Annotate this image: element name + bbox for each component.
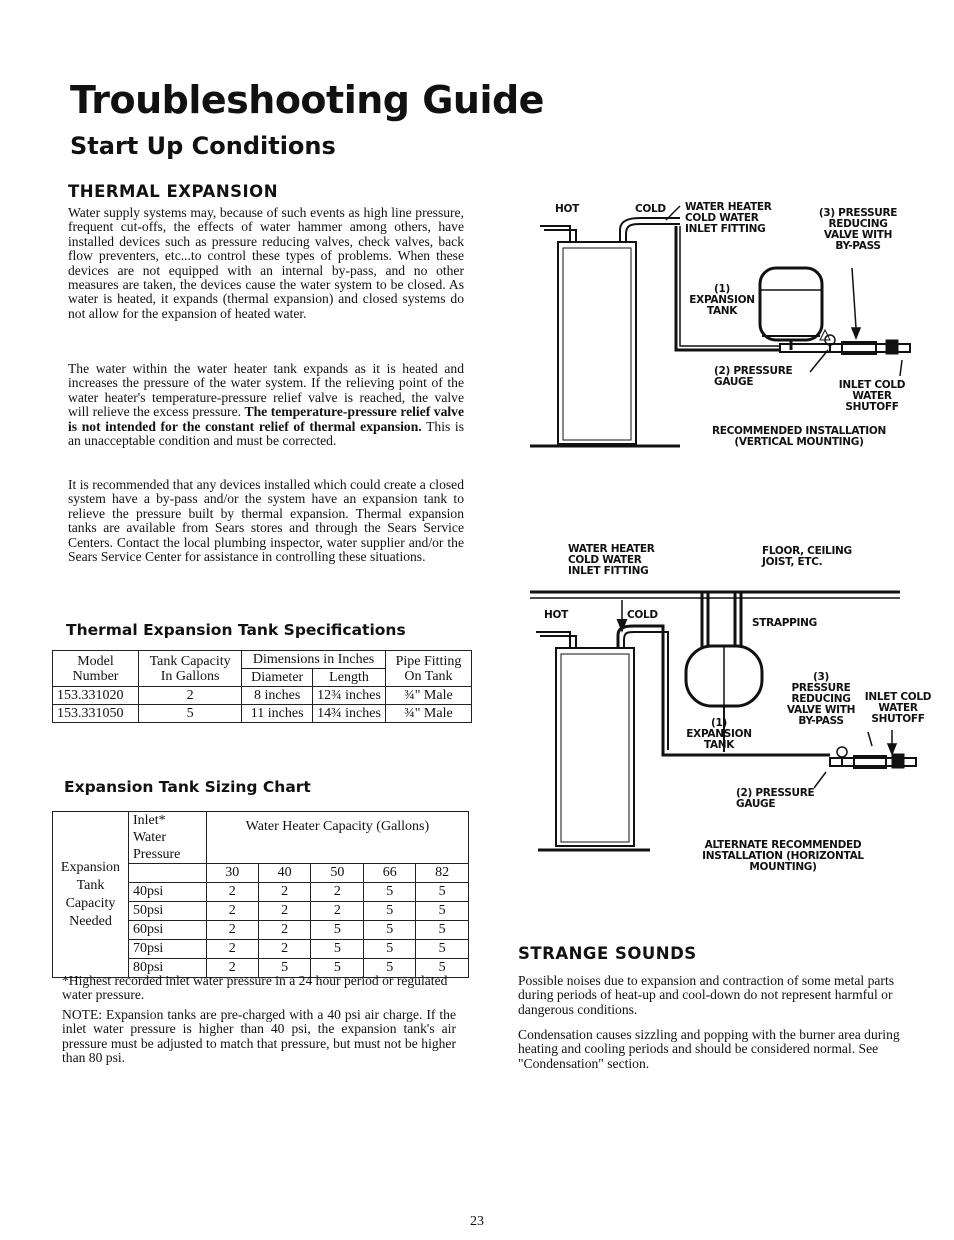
page-subtitle: Start Up Conditions bbox=[70, 132, 336, 160]
spec-header-model: Model Number bbox=[53, 651, 139, 687]
sizing-cell: 5 bbox=[311, 940, 364, 959]
horizontal-shutoff-valve-icon bbox=[892, 754, 904, 768]
horizontal-pressure-gauge-icon bbox=[837, 747, 847, 757]
vertical-pressure-valve-label: (3) PRESSURE REDUCING VALVE WITH BY-PASS bbox=[818, 207, 898, 252]
spec-header-fitting: Pipe Fitting On Tank bbox=[385, 651, 471, 687]
capacity-82: 82 bbox=[416, 864, 469, 883]
sizing-cell: 5 bbox=[311, 921, 364, 940]
horizontal-hot-label: HOT bbox=[544, 609, 568, 621]
sizing-pressure: 80psi bbox=[128, 959, 206, 978]
sizing-pressure: 40psi bbox=[128, 883, 206, 902]
sizing-cell: 2 bbox=[258, 902, 311, 921]
horizontal-inlet-fitting-label: WATER HEATER COLD WATER INLET FITTING bbox=[568, 543, 655, 577]
sizing-chart-heading: Expansion Tank Sizing Chart bbox=[64, 778, 311, 796]
horizontal-pressure-gauge-label: (2) PRESSURE GAUGE bbox=[736, 787, 815, 810]
vertical-leader-lines bbox=[810, 268, 902, 376]
sizing-blank-cell bbox=[128, 864, 206, 883]
spec-cell-model: 153.331020 bbox=[53, 687, 139, 705]
vertical-piping bbox=[530, 203, 780, 446]
sizing-cell: 5 bbox=[416, 921, 469, 940]
sizing-cell: 5 bbox=[416, 940, 469, 959]
expansion-tank-note: NOTE: Expansion tanks are pre-charged with a 40 psi air charge. If the inlet water pressure is higher than 40 psi, the expansion tank's air pressure must be adjusted to match that pressure, but must not be higher than 80 psi. bbox=[62, 1007, 456, 1066]
capacity-50: 50 bbox=[311, 864, 364, 883]
strange-sounds-paragraph-2: Condensation causes sizzling and popping with the burner area during heating and cooling periods and should be considered normal. See "Condensation" section. bbox=[518, 1027, 900, 1071]
horizontal-water-heater-tank bbox=[556, 648, 634, 846]
sizing-pressure: 50psi bbox=[128, 902, 206, 921]
spec-cell-length: 14¾ inches bbox=[313, 705, 386, 723]
spec-table-header-row bbox=[53, 651, 472, 669]
sizing-cell: 5 bbox=[416, 883, 469, 902]
cold-water-pipe bbox=[620, 218, 680, 242]
sizing-cell: 2 bbox=[206, 883, 258, 902]
sizing-cell: 2 bbox=[311, 883, 364, 902]
sizing-footnote: *Highest recorded inlet water pressure in a 24 hour period or regulated water pressure. bbox=[62, 973, 448, 1003]
spec-header-length: Length bbox=[313, 669, 386, 687]
horizontal-diagram-caption: ALTERNATE RECOMMENDED INSTALLATION (HORIZONTAL MOUNTING) bbox=[702, 839, 864, 873]
vertical-hot-label: HOT bbox=[555, 203, 579, 215]
horizontal-valve-assembly bbox=[830, 747, 916, 768]
spec-header-diameter: Diameter bbox=[242, 669, 313, 687]
spec-cell-model: 153.331050 bbox=[53, 705, 139, 723]
sizing-cell: 2 bbox=[258, 940, 311, 959]
vertical-shutoff-label: INLET COLD WATER SHUTOFF bbox=[838, 379, 906, 413]
table-row bbox=[53, 687, 472, 705]
spec-cell-fitting: ¾" Male bbox=[385, 687, 471, 705]
capacity-66: 66 bbox=[364, 864, 416, 883]
spec-header-capacity: Tank Capacity In Gallons bbox=[139, 651, 242, 687]
sizing-cell: 5 bbox=[364, 940, 416, 959]
sizing-cell: 5 bbox=[258, 959, 311, 978]
sizing-cell: 2 bbox=[258, 921, 311, 940]
sizing-capacity-header: Water Heater Capacity (Gallons) bbox=[206, 812, 468, 864]
sizing-pressure: 70psi bbox=[128, 940, 206, 959]
sizing-row-label: Expansion Tank Capacity Needed bbox=[53, 812, 129, 978]
thermal-expansion-paragraph-1: Water supply systems may, because of such events as high line pressure, frequent cut-offs, the effects of water hammer among others, have installed devices such as pressure reducing valves, check valves, back flow preventers, etc...to control these types of problems. When these devices are not equipped with an internal by-pass, and no other measures are taken, the devices cause the water system to be closed. As water is heated, it expands (thermal expansion) and closed systems do not allow for the expansion of heated water. bbox=[68, 205, 464, 321]
page-title: Troubleshooting Guide bbox=[70, 78, 544, 122]
vertical-diagram-caption: RECOMMENDED INSTALLATION (VERTICAL MOUNTING) bbox=[711, 425, 886, 448]
spec-cell-diameter: 11 inches bbox=[242, 705, 313, 723]
horizontal-pressure-valve-label: (3) PRESSURE REDUCING VALVE WITH BY-PASS bbox=[786, 671, 856, 727]
shutoff-valve-icon bbox=[886, 340, 898, 354]
vertical-inlet-fitting-label: WATER HEATER COLD WATER INLET FITTING bbox=[685, 201, 772, 235]
vertical-expansion-tank-label: (1) EXPANSION TANK bbox=[689, 283, 755, 317]
hot-water-pipe bbox=[540, 226, 570, 242]
sizing-cell: 5 bbox=[364, 883, 416, 902]
sizing-inlet-header: Inlet* Water Pressure bbox=[128, 812, 206, 864]
sizing-cell: 2 bbox=[311, 902, 364, 921]
sizing-cell: 5 bbox=[364, 959, 416, 978]
sizing-cell: 2 bbox=[206, 921, 258, 940]
spec-cell-capacity: 5 bbox=[139, 705, 242, 723]
sizing-chart-table bbox=[52, 811, 469, 978]
strange-sounds-heading: STRANGE SOUNDS bbox=[518, 944, 697, 963]
sizing-pressure: 60psi bbox=[128, 921, 206, 940]
capacity-40: 40 bbox=[258, 864, 311, 883]
vertical-cold-label: COLD bbox=[635, 203, 666, 215]
strange-sounds-paragraph-1: Possible noises due to expansion and contraction of some metal parts during periods of heat-up and cool-down do not represent harmful or dangerous conditions. bbox=[518, 973, 895, 1017]
sizing-cell: 5 bbox=[364, 921, 416, 940]
sizing-cell: 2 bbox=[206, 940, 258, 959]
sizing-cell: 2 bbox=[206, 902, 258, 921]
vertical-pressure-gauge-label: (2) PRESSURE GAUGE bbox=[714, 365, 793, 388]
page-number: 23 bbox=[470, 1214, 484, 1229]
sizing-cell: 5 bbox=[311, 959, 364, 978]
sizing-cell: 2 bbox=[258, 883, 311, 902]
spec-cell-fitting: ¾" Male bbox=[385, 705, 471, 723]
spec-cell-length: 12¾ inches bbox=[313, 687, 386, 705]
spec-cell-diameter: 8 inches bbox=[242, 687, 313, 705]
spec-table bbox=[52, 650, 472, 723]
spec-table-heading: Thermal Expansion Tank Specifications bbox=[66, 621, 406, 639]
sizing-cell: 5 bbox=[416, 959, 469, 978]
sizing-cell: 2 bbox=[206, 959, 258, 978]
thermal-expansion-heading: THERMAL EXPANSION bbox=[68, 182, 278, 201]
water-heater-tank bbox=[558, 242, 636, 444]
thermal-expansion-paragraph-3: It is recommended that any devices installed which could create a closed system have a by-pass and/or the system have an expansion tank to relieve the pressure built by thermal expansion. Thermal expansion tanks are available from Sears stores and through the Sears Service Centers. Contact the local plumbing inspector, water supplier and/or the Sears Service Center for assistance in controlling these situations. bbox=[68, 477, 464, 565]
horizontal-hot-pipe bbox=[536, 632, 570, 648]
sizing-cell: 5 bbox=[416, 902, 469, 921]
strapping-label: STRAPPING bbox=[752, 617, 817, 629]
vertical-expansion-tank bbox=[760, 268, 822, 350]
sizing-cell: 5 bbox=[364, 902, 416, 921]
horizontal-shutoff-label: INLET COLD WATER SHUTOFF bbox=[864, 691, 932, 725]
horizontal-cold-label: COLD bbox=[627, 609, 658, 621]
table-row bbox=[53, 705, 472, 723]
joist-label: FLOOR, CEILING JOIST, ETC. bbox=[762, 545, 852, 568]
horizontal-expansion-tank-label: (1) EXPANSION TANK bbox=[686, 717, 752, 751]
capacity-30: 30 bbox=[206, 864, 258, 883]
spec-header-dimensions: Dimensions in Inches bbox=[242, 651, 386, 669]
spec-cell-capacity: 2 bbox=[139, 687, 242, 705]
relief-valve-warning: The temperature-pressure relief valve is not intended for the constant relief of thermal expansion. bbox=[68, 404, 464, 434]
thermal-expansion-paragraph-2: The water within the water heater tank expands as it is heated and increases the pressure of the water system. If the relieving point of the water heater's temperature-pressure relief valve is reached, the valve will relieve the excess pressure. The temperature-pressure relief valve is not intended for the constant relief of thermal expansion. This is an unacceptable condition and must be corrected. bbox=[68, 361, 464, 449]
sizing-header-row bbox=[53, 812, 469, 864]
